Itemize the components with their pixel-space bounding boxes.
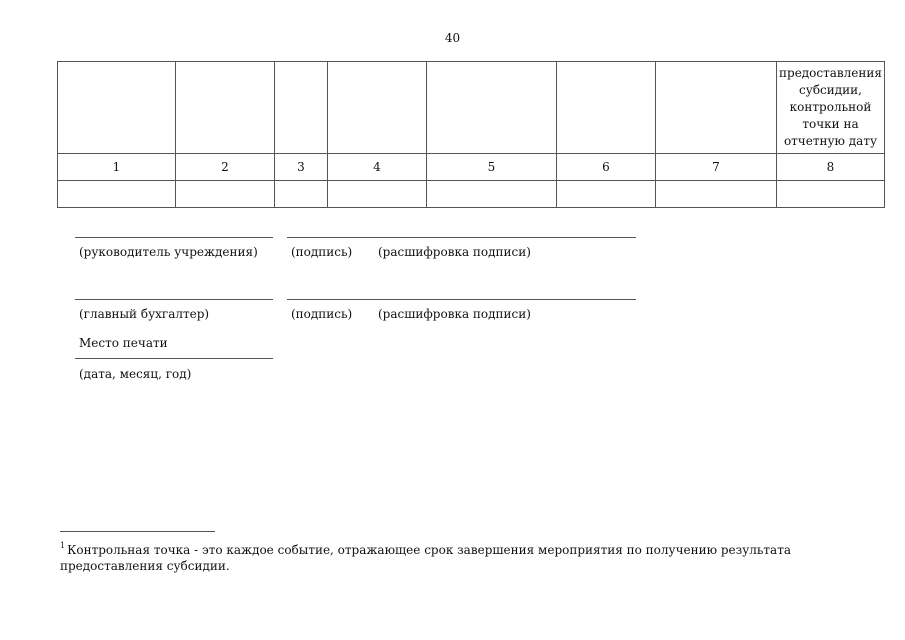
table-cell[interactable] <box>557 181 656 208</box>
column-number: 5 <box>427 154 557 181</box>
table-cell[interactable] <box>176 181 275 208</box>
table-cell[interactable] <box>777 181 885 208</box>
column-number: 7 <box>656 154 777 181</box>
header-cell-1 <box>58 62 176 154</box>
accountant-signature-label: (подпись) <box>291 307 353 321</box>
column-number: 4 <box>328 154 427 181</box>
column-number: 8 <box>777 154 885 181</box>
footnote-text: Контрольная точка - это каждое событие, отражающее срок завершения мероприятия по получению результата предоставления субсидии. <box>60 543 791 573</box>
table-cell[interactable] <box>328 181 427 208</box>
head-decoding-line <box>287 237 636 238</box>
report-table <box>57 61 885 208</box>
date-label: (дата, месяц, год) <box>79 367 192 381</box>
accountant-decoding-line <box>287 299 636 300</box>
header-cell-4 <box>328 62 427 154</box>
footnote-marker: 1 <box>60 541 66 550</box>
table-header-row <box>58 62 885 154</box>
header-cell-8 <box>777 62 885 154</box>
column-number: 1 <box>58 154 176 181</box>
header-cell-8-text: предоставления субсидии, контрольной точки на отчетную дату <box>779 66 882 148</box>
header-cell-5 <box>427 62 557 154</box>
header-cell-3 <box>275 62 328 154</box>
column-number-row <box>58 154 885 181</box>
column-number: 6 <box>557 154 656 181</box>
head-decoding-label: (расшифровка подписи) <box>378 245 531 259</box>
column-number: 3 <box>275 154 328 181</box>
header-cell-7 <box>656 62 777 154</box>
page-number: 40 <box>444 31 461 45</box>
table-cell[interactable] <box>275 181 328 208</box>
table-row <box>58 181 885 208</box>
header-cell-6 <box>557 62 656 154</box>
accountant-label: (главный бухгалтер) <box>79 307 210 321</box>
table-cell[interactable] <box>427 181 557 208</box>
footnote <box>60 538 850 574</box>
header-cell-2 <box>176 62 275 154</box>
head-label: (руководитель учреждения) <box>79 245 258 259</box>
head-signature-line <box>75 237 273 238</box>
table-cell[interactable] <box>58 181 176 208</box>
head-signature-label: (подпись) <box>291 245 353 259</box>
seal-place-label: Место печати <box>79 336 168 350</box>
column-number: 2 <box>176 154 275 181</box>
accountant-decoding-label: (расшифровка подписи) <box>378 307 531 321</box>
date-line <box>75 358 273 359</box>
footnote-rule <box>60 531 215 532</box>
table-cell[interactable] <box>656 181 777 208</box>
accountant-signature-line <box>75 299 273 300</box>
